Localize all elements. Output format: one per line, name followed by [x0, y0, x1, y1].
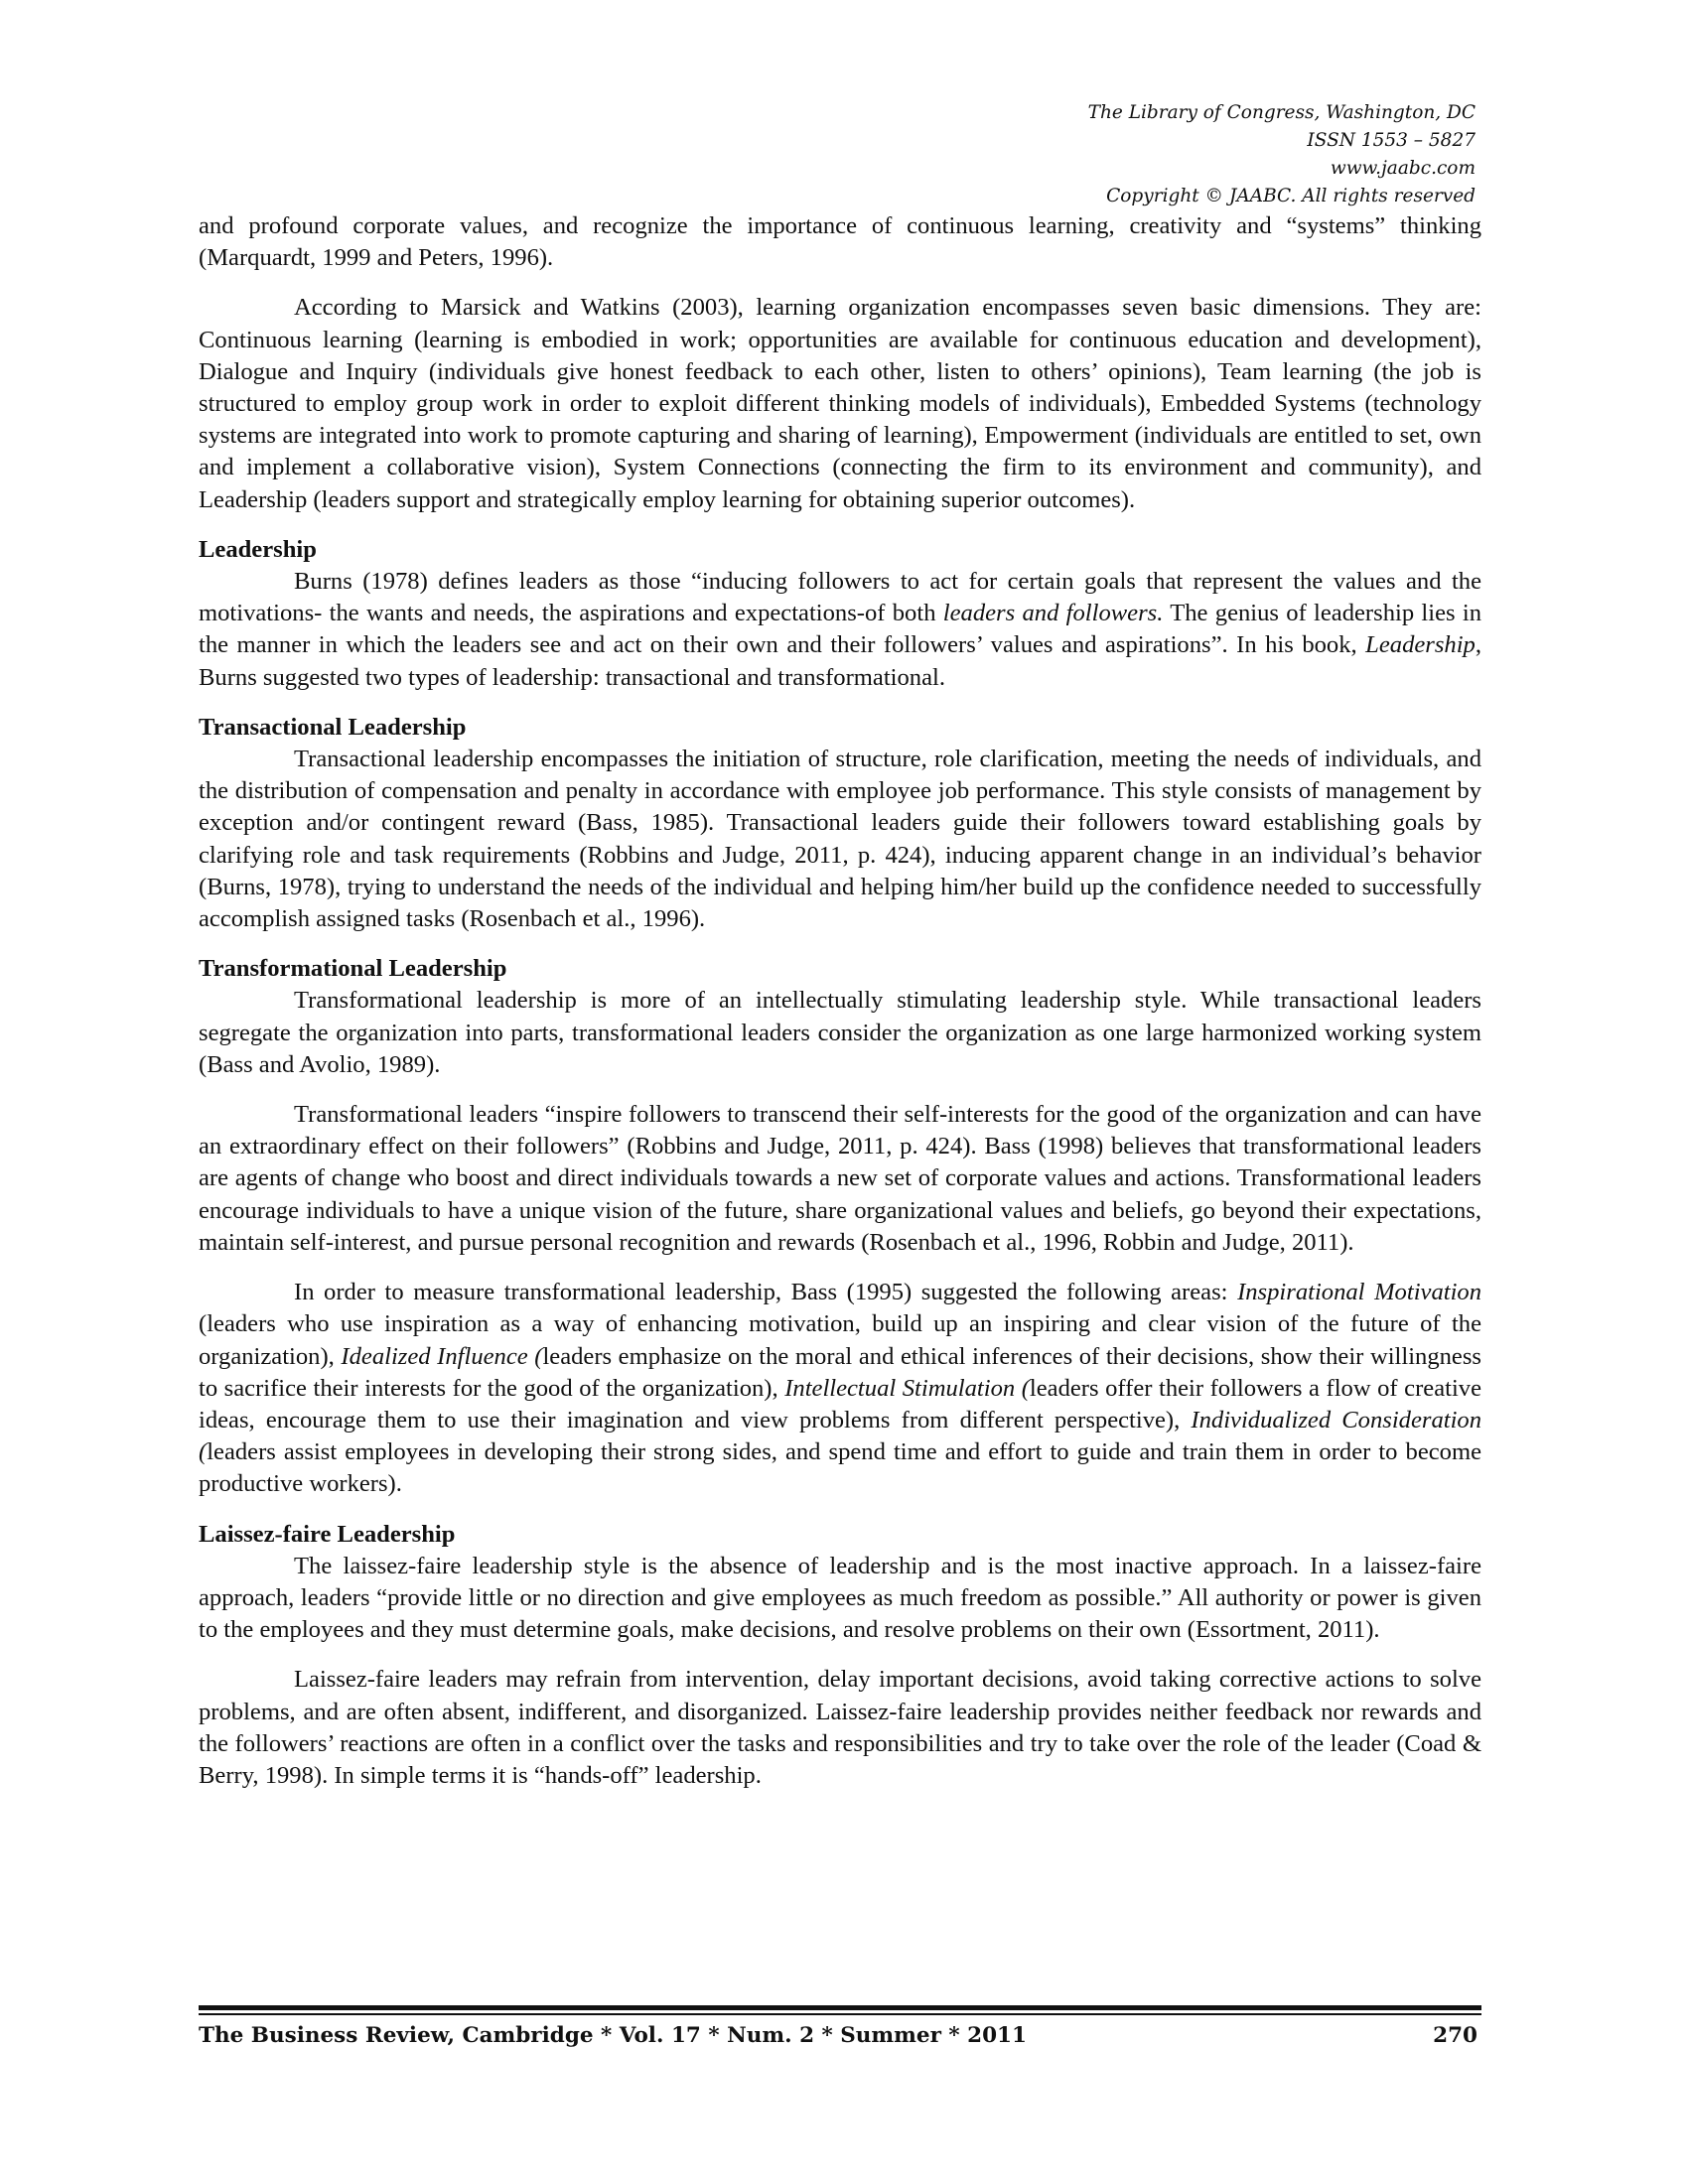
emphasis-individualized-consideration: Individualized Consideration (	[199, 1406, 1481, 1466]
article-body	[199, 210, 1481, 1792]
header-library: The Library of Congress, Washington, DC	[1087, 102, 1476, 123]
emphasis-leaders-followers: leaders and followers.	[942, 600, 1164, 627]
paragraph-laissez-faire-2: Laissez-faire leaders may refrain from intervention, delay important decisions, avoid taking corrective actions to solve problems, and are often absent, indifferent, and disorganized. Laissez-faire leadership provides neither feedback nor rewards and the followers’ reactions are often in a conflict over the tasks and responsibilities and try to take over the role of the leader (Coad & Berry, 1998). In simple terms it is “hands-off” leadership.	[199, 1666, 1481, 1789]
paragraph-laissez-faire-1: The laissez-faire leadership style is the absence of leadership and is the most inactive approach. In a laissez-faire approach, leaders “provide little or no direction and give employees as much freedom as possible.” All authority or power is given to the employees and they must determine goals, make decisions, and resolve problems on their own (Essortment, 2011).	[199, 1552, 1481, 1644]
heading-transformational-leadership: Transformational Leadership	[199, 955, 507, 983]
paragraph-transformational-2: Transformational leaders “inspire followers to transcend their self-interests for the good of the organization and can have an extraordinary effect on their followers” (Robbins and Judge, 2011, p. 424). Bass (1998) believes that transformational leaders are agents of change who boost and direct individuals towards a new set of corporate values and actions. Transformational leaders encourage individuals to have a unique vision of the future, share organizational values and beliefs, go beyond their expectations, maintain self-interest, and pursue personal recognition and rewards (Rosenbach et al., 1996, Robbin and Judge, 2011).	[199, 1101, 1481, 1256]
heading-leadership: Leadership	[199, 535, 317, 563]
header-copyright: Copyright © JAABC. All rights reserved	[1106, 186, 1476, 206]
page-header	[1088, 99, 1476, 210]
paragraph-leadership: Burns (1978) defines leaders as those “inducing followers to act for certain goals that represent the values and the motivations- the wants and needs, the aspirations and expectations-of both leaders and followers. The genius of leadership lies in the manner in which the leaders see and act on their own and their followers’ values and aspirations”. In his book, Leadership, Burns suggested two types of leadership: transactional and transformational.	[199, 568, 1481, 691]
page-number: 270	[1433, 2023, 1477, 2048]
paragraph-transactional: Transactional leadership encompasses the initiation of structure, role clarification, meeting the needs of individuals, and the distribution of compensation and penalty in accordance with employee job performance. This style consists of management by exception and/or contingent reward (Bass, 1985). Transactional leaders guide their followers toward establishing goals by clarifying role and task requirements (Robbins and Judge, 2011, p. 424), inducing apparent change in an individual’s behavior (Burns, 1978), trying to understand the needs of the individual and helping him/her build up the confidence needed to successfully accomplish assigned tasks (Rosenbach et al., 1996).	[199, 746, 1481, 933]
page-footer	[199, 2021, 1481, 2051]
header-issn: ISSN 1553 – 5827	[1307, 130, 1476, 151]
paragraph-learning-dimensions: According to Marsick and Watkins (2003), learning organization encompasses seven basic dimensions. They are: Continuous learning (learning is embodied in work; opportunities are available for continuous education and development), Dialogue and Inquiry (individuals give honest feedback to each other, listen to others’ opinions), Team learning (the job is structured to employ group work in order to exploit different thinking models of individuals), Embedded Systems (technology systems are integrated into work to promote capturing and sharing of learning), Empowerment (individuals are entitled to set, own and implement a collaborative vision), System Connections (connecting the firm to its environment and community), and Leadership (leaders support and strategically employ learning for obtaining superior outcomes).	[199, 294, 1481, 513]
header-website: www.jaabc.com	[1330, 158, 1476, 179]
emphasis-inspirational-motivation: Inspirational Motivation	[1237, 1279, 1481, 1306]
emphasis-intellectual-stimulation: Intellectual Stimulation (	[784, 1374, 1030, 1402]
heading-laissez-faire-leadership: Laissez-faire Leadership	[199, 1520, 456, 1548]
emphasis-book-title: Leadership	[1365, 631, 1476, 659]
paragraph-transformational-3: In order to measure transformational leadership, Bass (1995) suggested the following areas: Inspirational Motivation (leaders who use inspiration as a way of enhancing motivation, build up an inspiring and clear vision of the future of the organization), Idealized Influence (leaders emphasize on the moral and ethical inferences of their decisions, show their willingness to sacrifice their interests for the good of the organization), Intellectual Stimulation (leaders offer their followers a flow of creative ideas, encourage them to use their imagination and view problems from different perspective), Individualized Consideration (leaders assist employees in developing their strong sides, and spend time and effort to guide and train them in order to become productive workers).	[199, 1279, 1481, 1498]
paragraph-transformational-1: Transformational leadership is more of an intellectually stimulating leadership style. While transactional leaders segregate the organization into parts, transformational leaders consider the organization as one large harmonized working system (Bass and Avolio, 1989).	[199, 987, 1481, 1078]
footer-rule-thick	[199, 2005, 1481, 2010]
footer-rule-thin	[199, 2013, 1481, 2015]
emphasis-idealized-influence: Idealized Influence (	[341, 1342, 543, 1370]
footer-journal-citation: The Business Review, Cambridge * Vol. 17 * Num. 2 * Summer * 2011	[199, 2023, 1027, 2048]
paragraph-continued: and profound corporate values, and recognize the importance of continuous learning, creativity and “systems” thinking (Marquardt, 1999 and Peters, 1996).	[199, 212, 1481, 272]
heading-transactional-leadership: Transactional Leadership	[199, 713, 467, 741]
